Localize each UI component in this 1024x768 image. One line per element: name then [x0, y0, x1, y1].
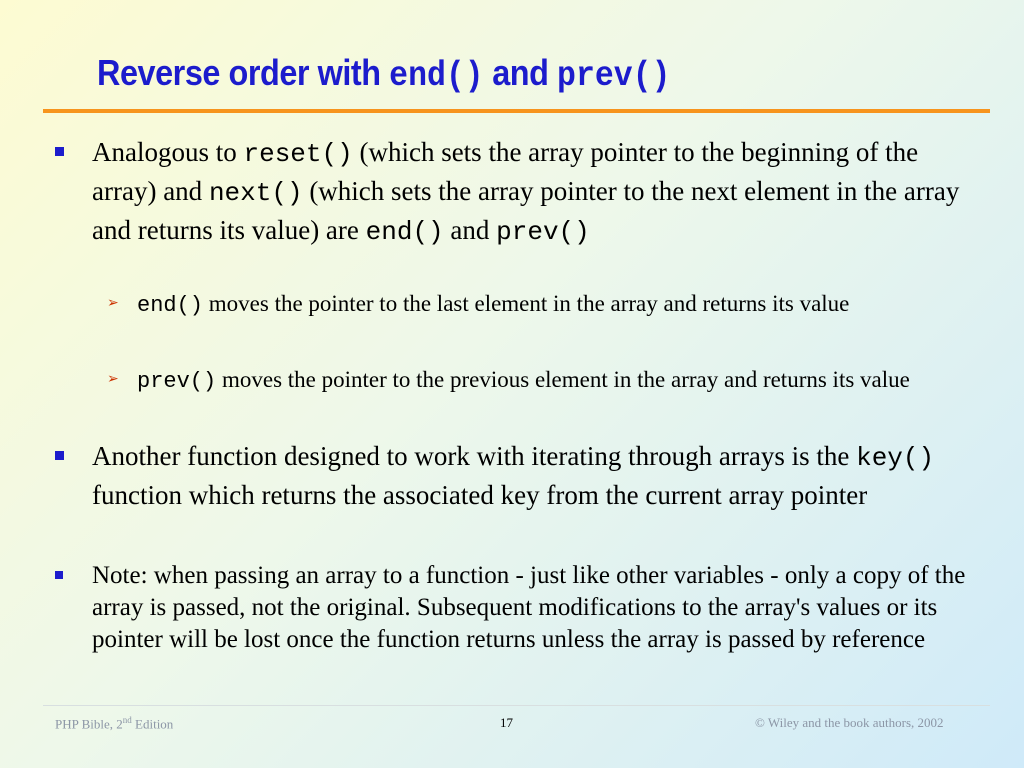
square-bullet-icon	[55, 147, 64, 156]
page-number: 17	[500, 715, 513, 730]
square-bullet-icon	[55, 571, 63, 579]
square-bullet-icon	[55, 451, 64, 460]
title-text-and: and	[483, 52, 558, 93]
code-prev: prev()	[496, 217, 590, 247]
bullet-text: (which sets the array pointer to the next element in the array and returns its value) are	[92, 176, 960, 245]
code-end: end()	[365, 217, 444, 247]
bullet-text: and	[443, 215, 497, 245]
arrow-bullet-icon: ➢	[107, 371, 119, 387]
subbullet-text: moves the pointer to the previous element in the array and returns its value	[216, 367, 910, 392]
footer-copyright: © Wiley and the book authors, 2002	[755, 715, 944, 730]
code-next: next()	[208, 178, 303, 208]
subbullet-prev	[107, 362, 937, 399]
bullet-note	[92, 560, 977, 656]
bullet-text: (which sets the array pointer to the beginning of the array) and	[92, 137, 919, 206]
code-end: end()	[137, 293, 204, 318]
bullet-text: Another function designed to work with iterating through arrays is the	[92, 441, 857, 471]
bullet-text: Note: when passing an array to a function - just like other variables - only a copy of the array is passed, not the original. Subsequent modifications to the array's values or its pointer will be lost once the function returns unless the array is passed by reference	[92, 562, 966, 653]
footer-divider	[43, 705, 990, 706]
code-key: key()	[856, 443, 935, 473]
title-divider	[43, 109, 990, 113]
subbullet-text: moves the pointer to the last element in the array and returns its value	[203, 291, 850, 316]
subbullet-end	[107, 286, 937, 323]
slide-title	[97, 48, 907, 101]
bullet-key-function	[92, 438, 977, 514]
arrow-bullet-icon: ➢	[107, 295, 119, 311]
footer-book-title: PHP Bible, 2nd Edition	[55, 715, 174, 732]
code-prev: prev()	[137, 369, 217, 394]
code-reset: reset()	[243, 139, 353, 169]
bullet-text: function which returns the associated key from the current array pointer	[92, 480, 868, 510]
title-code-end: end()	[389, 56, 484, 96]
title-code-prev: prev()	[557, 56, 671, 96]
bullet-analogous	[92, 134, 977, 251]
bullet-text: Analogous to	[92, 137, 244, 167]
title-text: Reverse order with	[97, 52, 390, 93]
